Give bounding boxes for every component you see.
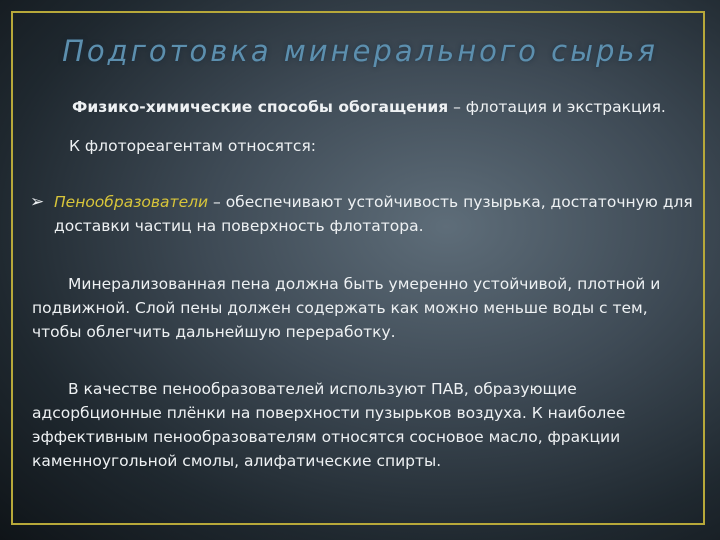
bullet-body — [54, 190, 700, 238]
bullet-item-foaming-agents — [30, 190, 700, 238]
intro-rest-text: – флотация и экстракция. — [448, 98, 666, 116]
paragraph-foaming-agents-examples: В качестве пенообразователей используют ПАВ, образующие адсорбционные плёнки на поверхности пузырьков воздуха. К наиболее эффективным пенообразователям относятся сосновое масло, фракции каменноугольной смолы, алифатические спирты. — [32, 380, 626, 470]
slide-title: Подготовка минерального сырья — [62, 34, 658, 68]
flotation-reagents-heading: К флотореагентам относятся: — [69, 137, 316, 155]
arrow-bullet-icon: ➢ — [30, 192, 45, 212]
bullet-term: Пенообразователи — [54, 193, 209, 211]
intro-line — [72, 95, 666, 119]
bullet-text: – обеспечивают устойчивость пузырька, достаточную для доставки частиц на поверхность флотатора. — [54, 193, 693, 235]
paragraph-foam-properties: Минерализованная пена должна быть умеренно устойчивой, плотной и подвижной. Слой пены должен содержать как можно меньше воды с тем, чтобы облегчить дальнейшую переработку. — [32, 275, 661, 341]
intro-bold-text: Физико-химические способы обогащения — [72, 98, 449, 116]
